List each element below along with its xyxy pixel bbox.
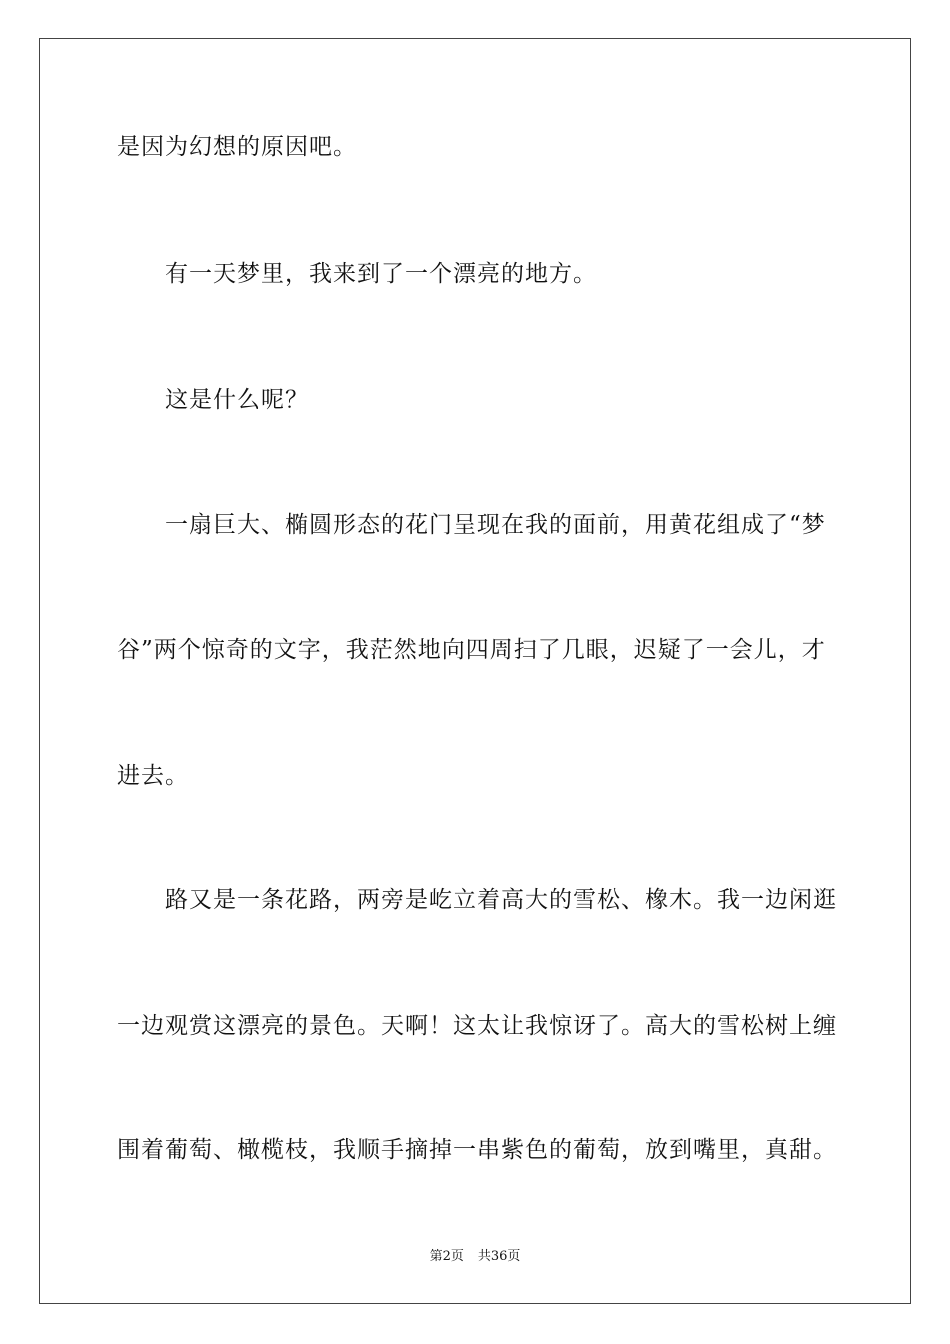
page-number: 第2页 — [429, 1249, 464, 1264]
page-footer — [0, 1248, 950, 1266]
text-line: 路又是一条花路，两旁是屹立着高大的雪松、橡木。我一边闲逛 — [117, 887, 837, 913]
page-total: 共36页 — [477, 1249, 521, 1264]
page-frame — [39, 38, 911, 1304]
text-line: 进去。 — [117, 763, 189, 789]
text-line: 一扇巨大、椭圆形态的花门呈现在我的面前，用黄花组成了“梦 — [117, 512, 826, 538]
text-line: 是因为幻想的原因吧。 — [117, 134, 357, 160]
text-line: 谷”两个惊奇的文字，我茫然地向四周扫了几眼，迟疑了一会儿，才 — [117, 637, 826, 663]
text-line: 一边观赏这漂亮的景色。天啊！这太让我惊讶了。高大的雪松树上缠 — [117, 1013, 837, 1039]
text-line: 有一天梦里，我来到了一个漂亮的地方。 — [117, 261, 597, 287]
text-line: 这是什么呢？ — [117, 387, 309, 413]
text-line: 围着葡萄、橄榄枝，我顺手摘掉一串紫色的葡萄，放到嘴里，真甜。 — [117, 1137, 837, 1163]
